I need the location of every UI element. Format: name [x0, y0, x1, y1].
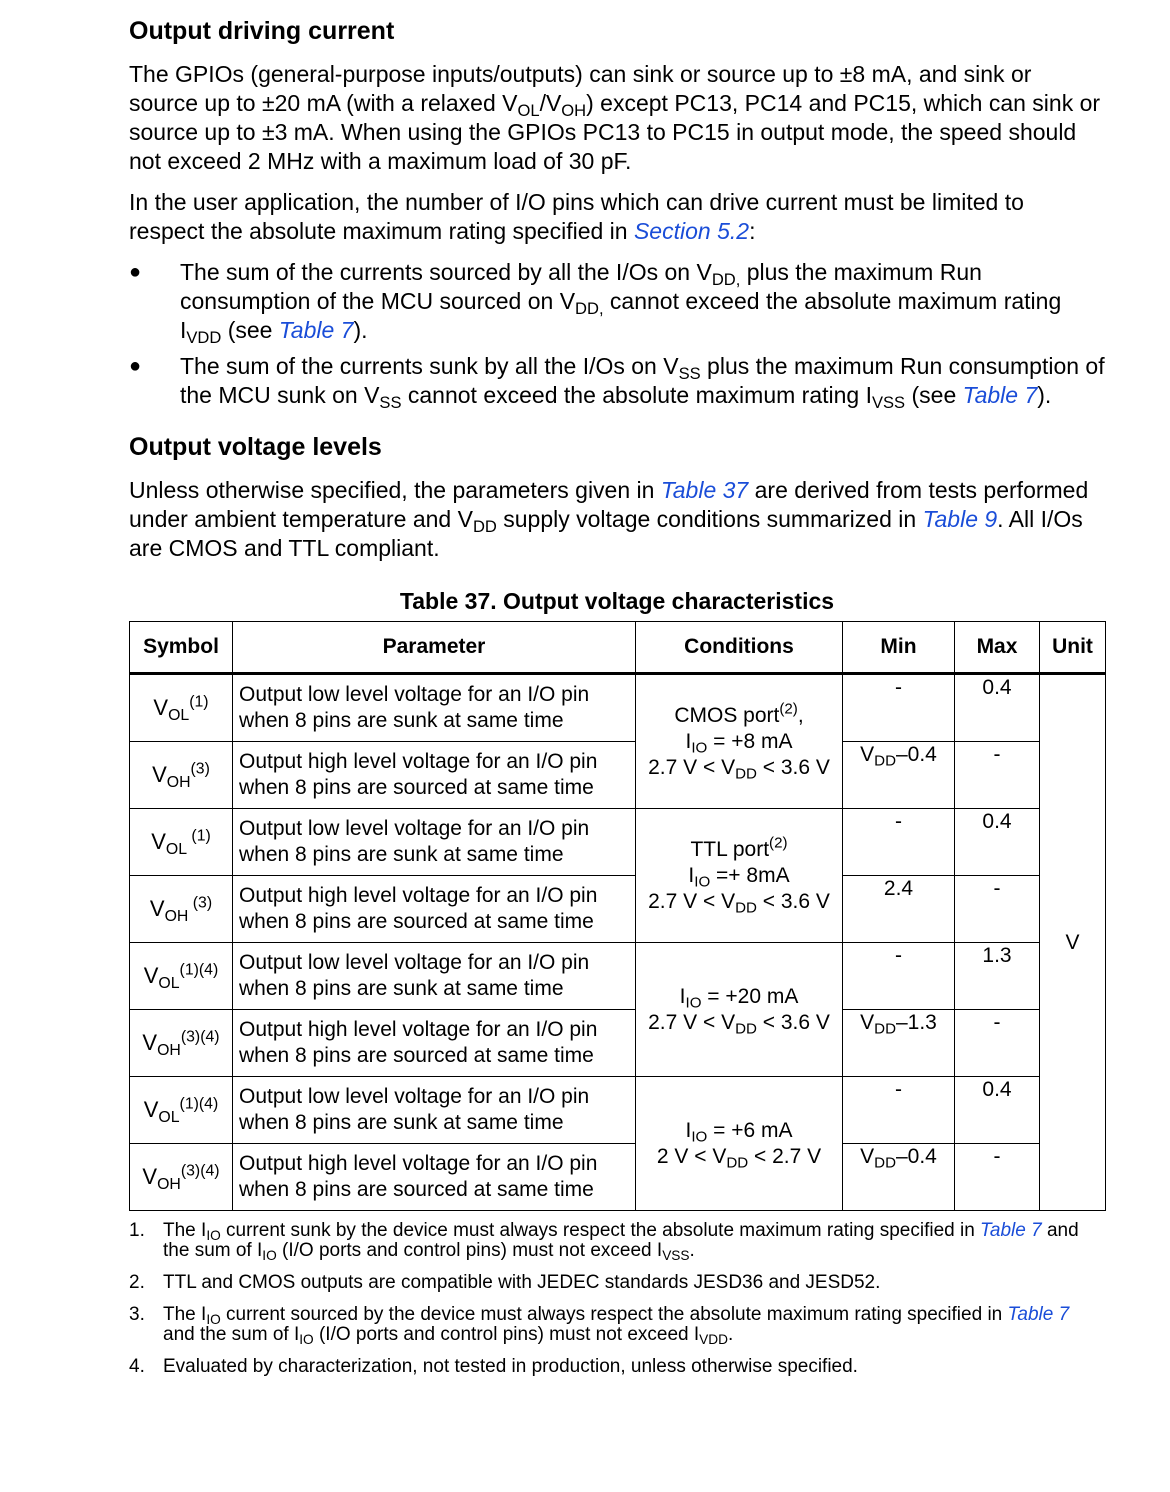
text-run: The sum of the currents sunk by all the I/Os on V [180, 353, 679, 379]
conditions-cell [636, 943, 843, 1077]
subscript: OL [517, 100, 540, 120]
note-text: Evaluated by characterization, not tested in production, unless otherwise specified. [163, 1356, 858, 1377]
parameter-cell: Output high level voltage for an I/O pin when 8 pins are sourced at same time [233, 1144, 636, 1211]
text-run: cannot exceed the absolute maximum rating I [401, 382, 872, 408]
superscript: (1)(4) [179, 1095, 219, 1113]
text-run: 2.7 V < V [648, 889, 736, 913]
header-min: Min [843, 622, 955, 674]
text-run: In the user application, the number of I/O pins which can drive current must be limited to respect the absolute maximum rating specified in [129, 189, 1024, 244]
subscript: DD [726, 1154, 749, 1172]
text-run: /V [539, 90, 562, 116]
condition-voltage [642, 1010, 836, 1036]
condition-current [642, 729, 836, 755]
text-run: V [152, 762, 167, 787]
text-run: 0.4 [982, 1078, 1012, 1101]
header-conditions: Conditions [636, 622, 843, 674]
text-run: The I [163, 1220, 207, 1241]
text-run: 1.3 [982, 944, 1012, 967]
superscript: (3)(4) [180, 1028, 220, 1046]
bullet-icon: ● [129, 355, 142, 377]
parameter-cell: Output low level voltage for an I/O pin when 8 pins are sunk at same time [233, 1077, 636, 1144]
text-run: V [143, 963, 159, 988]
text-run: I [685, 729, 692, 753]
text-run: (see [221, 317, 279, 343]
max-cell [955, 742, 1040, 809]
subscript: IO [206, 1312, 221, 1328]
table-7-link[interactable]: Table 7 [278, 317, 354, 343]
table-note [129, 1273, 1105, 1293]
text-run: (I/O ports and control pins) must not exceed I [276, 1240, 663, 1261]
text-run: . All I/Os are CMOS and TTL compliant. [129, 506, 1083, 561]
table-7-link[interactable]: Table 7 [980, 1220, 1042, 1241]
text-run: current sunk by the device must always respect the absolute maximum rating specified in [220, 1220, 981, 1241]
text-run: V [142, 1164, 158, 1189]
text-run: . [728, 1324, 734, 1345]
table-header-row [130, 622, 1106, 674]
text-run: V [143, 1097, 159, 1122]
table-7-link[interactable]: Table 7 [962, 382, 1038, 408]
min-cell [843, 674, 955, 742]
max-cell [955, 809, 1040, 876]
text-run: : [749, 218, 756, 244]
text-run: - [993, 1011, 1001, 1034]
condition-current [642, 1118, 836, 1144]
text-run: and the sum of I [163, 1220, 1079, 1261]
text-run: V [153, 695, 169, 720]
text-run: - [993, 1145, 1001, 1168]
text-run: current sourced by the device must always respect the absolute maximum rating specified in [220, 1304, 1008, 1325]
symbol-cell [130, 1077, 233, 1144]
header-max: Max [955, 622, 1040, 674]
subscript: DD [472, 516, 497, 536]
symbol-cell [130, 1144, 233, 1211]
parameter-cell: Output high level voltage for an I/O pin when 8 pins are sourced at same time [233, 742, 636, 809]
table-note [129, 1304, 1105, 1348]
subscript: IO [262, 1248, 277, 1264]
text-run: < 3.6 V [756, 1010, 830, 1034]
subscript: IO [685, 994, 702, 1012]
text-run: = +8 mA [707, 729, 793, 753]
text-run: ) except PC13, PC14 and PC15, which can sink or source up to ±3 mA. When using the GPIOs PC13 to PC15 in output mode, the speed should not exceed 2 MHz with a maximum load of 30 pF. [129, 90, 1101, 174]
table-row [130, 1077, 1106, 1144]
voltage-levels-paragraph [129, 476, 1105, 563]
text-run: (see [905, 382, 963, 408]
condition-port [642, 834, 836, 863]
min-cell [843, 1077, 955, 1144]
section-heading-output-driving-current: Output driving current [129, 17, 395, 45]
text-run: < 3.6 V [756, 755, 830, 779]
user-application-paragraph [129, 188, 1105, 246]
table-9-link[interactable]: Table 9 [922, 506, 998, 532]
text-run: , [797, 703, 804, 727]
max-cell [955, 1077, 1040, 1144]
text-run: =+ 8mA [710, 863, 790, 887]
text-run: ). [1037, 382, 1052, 408]
subscript: OH [157, 1041, 181, 1059]
subscript: IO [691, 739, 708, 757]
symbol-cell [130, 943, 233, 1010]
table-note [129, 1220, 1105, 1264]
parameter-cell: Output low level voltage for an I/O pin when 8 pins are sunk at same time [233, 943, 636, 1010]
text-run: plus the maximum Run consumption of the MCU sourced on V [180, 259, 982, 314]
text-run: . [689, 1240, 695, 1261]
header-parameter: Parameter [233, 622, 636, 674]
max-cell [955, 876, 1040, 943]
table-row [130, 876, 1106, 943]
subscript: DD [874, 1154, 896, 1172]
text-run: - [895, 1078, 902, 1101]
condition-voltage [642, 1144, 836, 1170]
table-37-link[interactable]: Table 37 [660, 477, 749, 503]
table-row [130, 674, 1106, 742]
subscript: OH [164, 907, 189, 925]
text-run: 0.4 [982, 810, 1012, 833]
subscript: OL [168, 706, 190, 724]
table-row [130, 1144, 1106, 1211]
note-number: 3. [129, 1304, 145, 1325]
subscript: IO [694, 873, 711, 891]
subscript: DD [874, 1020, 896, 1038]
max-cell [955, 943, 1040, 1010]
conditions-cell [636, 674, 843, 809]
parameter-cell: Output low level voltage for an I/O pin when 8 pins are sunk at same time [233, 809, 636, 876]
text-run: CMOS port [674, 703, 780, 727]
subscript: DD [735, 765, 757, 783]
text-run: plus the maximum Run consumption of the MCU sunk on V [180, 353, 1105, 408]
table-caption: Table 37. Output voltage characteristics [399, 588, 835, 614]
symbol-cell [130, 742, 233, 809]
text-run: - [993, 877, 1001, 900]
subscript: DD, [575, 298, 604, 318]
text-run: supply voltage conditions summarized in [496, 506, 923, 532]
text-run: - [895, 676, 902, 699]
condition-port [642, 700, 836, 729]
max-cell [955, 1144, 1040, 1211]
text-run: V [151, 829, 166, 854]
subscript: VSS [662, 1248, 690, 1264]
symbol-cell [130, 809, 233, 876]
subscript: OH [561, 100, 587, 120]
symbol-cell [130, 876, 233, 943]
superscript: (2) [769, 834, 788, 852]
max-cell [955, 674, 1040, 742]
note-text [163, 1304, 1105, 1348]
subscript: VDD [699, 1332, 729, 1348]
bullet-list [129, 258, 1105, 410]
text-run: < 2.7 V [748, 1144, 822, 1168]
bullet-item-vdd [129, 258, 1105, 345]
header-unit: Unit [1040, 622, 1106, 674]
conditions-cell [636, 809, 843, 943]
subscript: SS [379, 392, 402, 412]
bullet-icon: ● [129, 261, 142, 283]
text-run: The I [163, 1304, 207, 1325]
text-run: - [993, 743, 1001, 766]
output-voltage-table [129, 621, 1106, 1211]
superscript: (2) [779, 700, 798, 718]
table-row [130, 809, 1106, 876]
conditions-cell [636, 1077, 843, 1211]
subscript: IO [206, 1228, 221, 1244]
condition-voltage [642, 889, 836, 915]
table-notes [129, 1221, 1105, 1377]
table-row [130, 742, 1106, 809]
text-run: cannot exceed the absolute maximum rating I [180, 288, 1062, 343]
text-run: V [860, 1011, 875, 1034]
condition-voltage [642, 755, 836, 781]
subscript: OL [158, 1108, 180, 1126]
subscript: DD [874, 752, 896, 770]
section-5-2-link[interactable]: Section 5.2 [633, 218, 750, 244]
subscript: DD [735, 1020, 757, 1038]
superscript: (3) [190, 760, 210, 778]
text-run: = +6 mA [707, 1118, 793, 1142]
text-run: 2.4 [883, 877, 914, 900]
unit-cell: V [1040, 674, 1106, 1211]
subscript: DD, [711, 269, 741, 289]
min-cell [843, 876, 955, 943]
text-run: I [679, 984, 686, 1008]
text-run: 2 V < V [656, 1144, 727, 1168]
subscript: VDD [186, 327, 222, 347]
table-note [129, 1357, 1105, 1377]
text-run: 2.7 V < V [648, 755, 736, 779]
text-run: I [688, 863, 695, 887]
driving-current-paragraph [129, 60, 1105, 176]
text-run: = +20 mA [701, 984, 799, 1008]
subscript: DD [735, 899, 757, 917]
min-cell [843, 742, 955, 809]
superscript: (1) [189, 693, 209, 711]
condition-current [642, 863, 836, 889]
table-row [130, 1010, 1106, 1077]
text-run: - [895, 944, 902, 967]
text-run: V [860, 1145, 875, 1168]
text-run: V [142, 1030, 158, 1055]
parameter-cell: Output low level voltage for an I/O pin when 8 pins are sunk at same time [233, 674, 636, 742]
bullet-item-vss [129, 352, 1105, 410]
condition-current [642, 984, 836, 1010]
text-run: are derived from tests performed under ambient temperature and V [129, 477, 1089, 532]
min-cell [843, 809, 955, 876]
max-cell [955, 1010, 1040, 1077]
subscript: IO [691, 1128, 708, 1146]
note-text [163, 1220, 1105, 1264]
note-number: 4. [129, 1356, 145, 1377]
subscript: OH [157, 1175, 181, 1193]
text-run: 0.4 [982, 676, 1012, 699]
superscript: (1)(4) [179, 961, 219, 979]
parameter-cell: Output high level voltage for an I/O pin when 8 pins are sourced at same time [233, 1010, 636, 1077]
superscript: (3) [188, 894, 213, 912]
text-run: –0.4 [895, 743, 937, 766]
text-run: The GPIOs (general-purpose inputs/outputs) can sink or source up to ±8 mA, and sink or source up to ±20 mA (with a relaxed V [129, 61, 1032, 116]
text-run: 2.7 V < V [648, 1010, 736, 1034]
header-symbol: Symbol [130, 622, 233, 674]
min-cell [843, 943, 955, 1010]
text-run: and the sum of I [163, 1324, 300, 1345]
superscript: (1) [187, 827, 211, 845]
note-number: 2. [129, 1272, 145, 1293]
text-run: < 3.6 V [756, 889, 830, 913]
text-run: –0.4 [895, 1145, 937, 1168]
subscript: OL [158, 974, 180, 992]
symbol-cell [130, 1010, 233, 1077]
note-number: 1. [129, 1220, 145, 1241]
min-cell [843, 1010, 955, 1077]
text-run: TTL port [690, 837, 770, 861]
subscript: OH [166, 773, 191, 791]
text-run: –1.3 [895, 1011, 937, 1034]
note-text: TTL and CMOS outputs are compatible with JEDEC standards JESD36 and JESD52. [163, 1272, 881, 1293]
text-run: - [895, 810, 902, 833]
text-run: V [860, 743, 875, 766]
table-7-link[interactable]: Table 7 [1007, 1304, 1070, 1325]
text-run: Unless otherwise specified, the parameters given in [129, 477, 661, 503]
min-cell [843, 1144, 955, 1211]
document-page [129, 14, 1105, 1389]
parameter-cell: Output high level voltage for an I/O pin when 8 pins are sourced at same time [233, 876, 636, 943]
subscript: OL [165, 840, 188, 858]
section-heading-output-voltage-levels: Output voltage levels [129, 433, 382, 461]
text-run: V [149, 896, 165, 921]
text-run: ). [353, 317, 368, 343]
superscript: (3)(4) [180, 1162, 220, 1180]
text-run: The sum of the currents sourced by all the I/Os on V [180, 259, 712, 285]
subscript: IO [299, 1332, 314, 1348]
text-run: (I/O ports and control pins) must not exceed I [313, 1324, 700, 1345]
subscript: SS [678, 363, 701, 383]
subscript: VSS [871, 392, 906, 412]
text-run: I [685, 1118, 692, 1142]
table-row [130, 943, 1106, 1010]
symbol-cell [130, 674, 233, 742]
